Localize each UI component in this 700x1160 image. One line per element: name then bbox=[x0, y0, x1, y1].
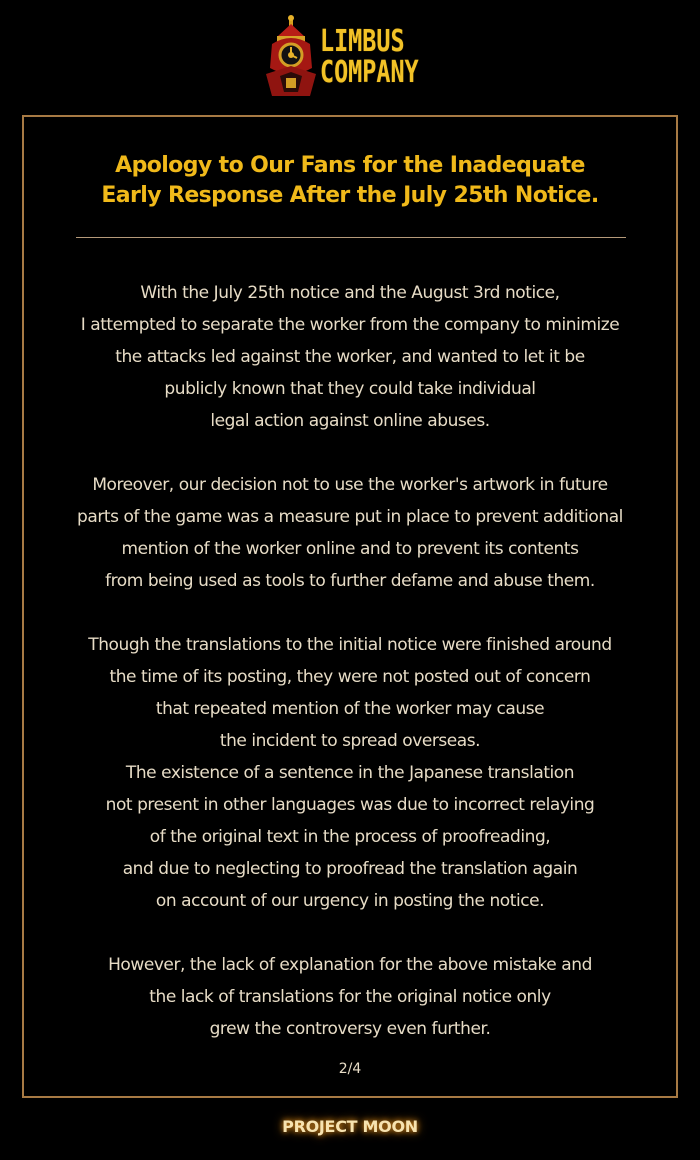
text-line: from being used as tools to further defame and abuse them. bbox=[105, 571, 595, 591]
text-line: and due to neglecting to proofread the translation again bbox=[122, 859, 578, 879]
title-divider bbox=[76, 237, 626, 238]
logo-line-2: COMPANY bbox=[320, 55, 419, 90]
text-line: of the original text in the process of proofreading, bbox=[149, 827, 551, 847]
notice-title bbox=[24, 151, 676, 211]
text-line: Moreover, our decision not to use the worker's artwork in future bbox=[92, 475, 608, 495]
limbus-company-logo bbox=[262, 14, 442, 100]
page-number: 2/4 bbox=[338, 1061, 362, 1077]
notice-panel bbox=[22, 115, 678, 1098]
notice-body bbox=[24, 277, 676, 1077]
project-moon-footer: PROJECT MOON bbox=[282, 1117, 418, 1136]
logo-line-1: LIMBUS bbox=[320, 24, 405, 59]
clock-head-emblem-icon bbox=[262, 14, 320, 100]
text-line: grew the controversy even further. bbox=[209, 1019, 491, 1039]
text-line: With the July 25th notice and the August 3rd notice, bbox=[140, 283, 560, 303]
text-line: I attempted to separate the worker from the company to minimize bbox=[80, 315, 620, 335]
paragraph-3 bbox=[24, 629, 676, 917]
paragraph-4 bbox=[24, 949, 676, 1045]
text-line: Though the translations to the initial notice were finished around bbox=[88, 635, 612, 655]
text-line: mention of the worker online and to prevent its contents bbox=[121, 539, 579, 559]
text-line: legal action against online abuses. bbox=[210, 411, 490, 431]
text-line: However, the lack of explanation for the above mistake and bbox=[108, 955, 592, 975]
text-line: The existence of a sentence in the Japanese translation bbox=[125, 763, 575, 783]
text-line: on account of our urgency in posting the notice. bbox=[155, 891, 545, 911]
text-line: the incident to spread overseas. bbox=[219, 731, 481, 751]
text-line: not present in other languages was due to incorrect relaying bbox=[105, 795, 595, 815]
text-line: publicly known that they could take individual bbox=[164, 379, 536, 399]
text-line: parts of the game was a measure put in place to prevent additional bbox=[77, 507, 623, 527]
text-line: the lack of translations for the original notice only bbox=[149, 987, 551, 1007]
paragraph-2 bbox=[24, 469, 676, 597]
text-line: that repeated mention of the worker may cause bbox=[155, 699, 545, 719]
logo-wordmark bbox=[320, 26, 442, 88]
paragraph-1 bbox=[24, 277, 676, 437]
title-line-1: Apology to Our Fans for the Inadequate bbox=[115, 153, 585, 178]
title-line-2: Early Response After the July 25th Notice. bbox=[101, 183, 599, 208]
text-line: the attacks led against the worker, and wanted to let it be bbox=[115, 347, 585, 367]
text-line: the time of its posting, they were not posted out of concern bbox=[109, 667, 591, 687]
